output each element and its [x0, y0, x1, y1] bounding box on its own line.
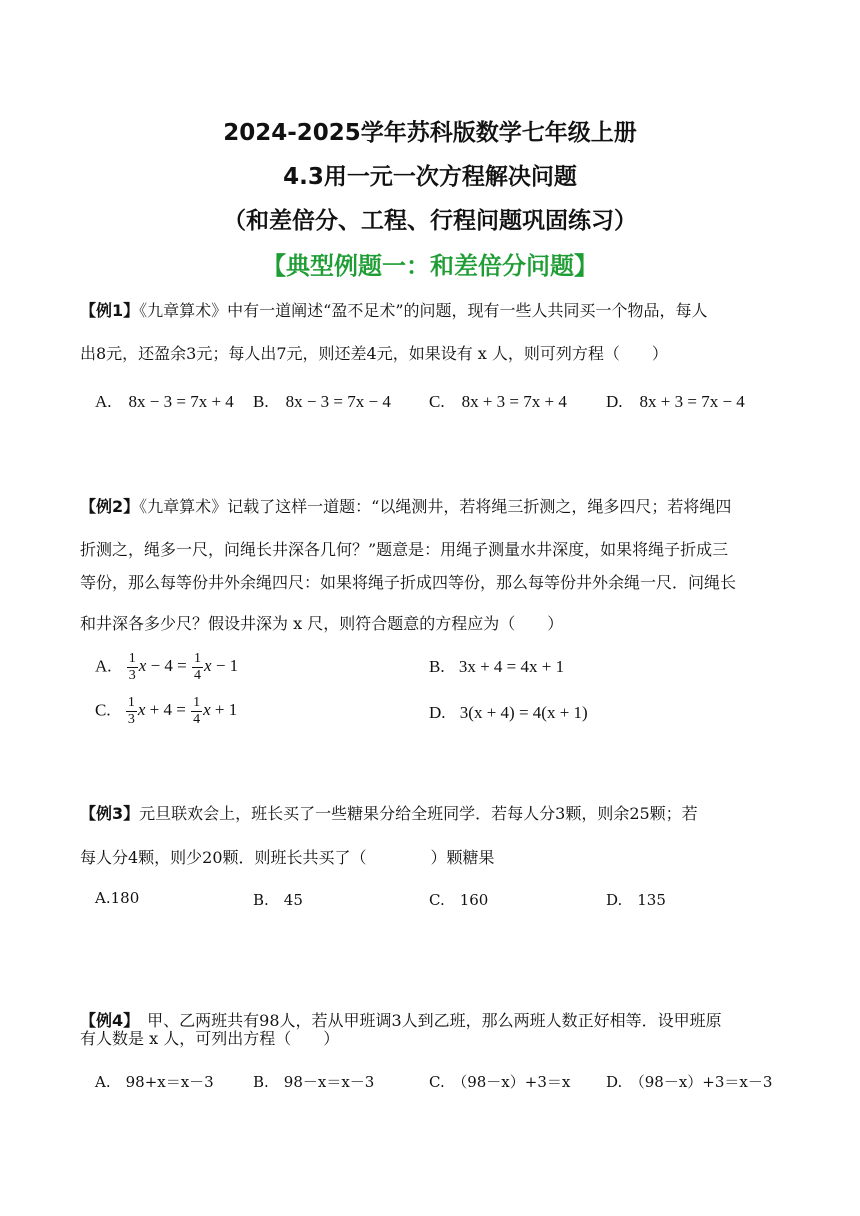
example-4-option-c: C. （98－x）+3＝x: [429, 1073, 571, 1091]
example-2-option-a: [95, 652, 238, 683]
example-2-option-b: [429, 657, 564, 677]
section-heading: 【典型例题一：和差倍分问题】: [262, 252, 598, 280]
doc-title: 2024-2025学年苏科版数学七年级上册: [223, 120, 637, 146]
example-4-text-1: 甲、乙两班共有98人，若从甲班调3人到乙班，那么两班人数正好相等．设甲班原: [131, 1011, 722, 1030]
example-2-option-d-letter: D.: [429, 703, 446, 722]
example-3-line-1: [80, 801, 698, 824]
example-2-label: 【例2】: [80, 497, 140, 516]
example-4-line-2: 有人数是 x 人，可列出方程（ ）: [80, 1029, 340, 1048]
doc-subtitle: 4.3用一元一次方程解决问题: [283, 164, 577, 190]
example-1-option-b: B. 8x − 3 = 7x − 4: [253, 392, 391, 411]
example-2-option-b-formula: 3x + 4 = 4x + 1: [458, 657, 565, 676]
example-1-option-a: A. 8x − 3 = 7x + 4: [95, 392, 234, 411]
example-1-label: 【例1】: [80, 301, 140, 320]
example-4-option-a: A. 98+x＝x－3: [95, 1073, 214, 1091]
example-3-option-a: A.180: [95, 889, 140, 907]
doc-topic: （和差倍分、工程、行程问题巩固练习）: [223, 208, 637, 234]
example-2-option-a-letter: A.: [95, 656, 112, 676]
example-3-option-b: B. 45: [253, 891, 303, 909]
example-3-text-1: 元旦联欢会上，班长买了一些糖果分给全班同学．若每人分3颗，则余25颗；若: [139, 804, 698, 823]
example-4-option-d: D. （98－x）+3＝x－3: [606, 1073, 773, 1091]
example-4-label: 【例4】: [80, 1011, 132, 1030]
example-1-option-d: D. 8x + 3 = 7x − 4: [606, 392, 745, 411]
example-1-option-c: C. 8x + 3 = 7x + 4: [429, 392, 567, 411]
example-2-line-3: 等份，那么每等份井外余绳四尺：如果将绳子折成四等份，那么每等份井外余绳一尺．问绳长: [80, 573, 737, 592]
fraction-one-third: $\frac{1}{3}$ x − 4 = $\frac{1}{4}$ x − 1: [128, 651, 239, 683]
example-3-option-c: C. 160: [429, 891, 489, 909]
example-3-label: 【例3】: [80, 804, 140, 823]
example-2-option-c-letter: C.: [95, 700, 111, 720]
example-1-line-2: 出8元，还盈余3元；每人出7元，则还差4元，如果设有 x 人，则可列方程（ ）: [80, 344, 668, 363]
example-3-line-2: 每人分4颗，则少20颗．则班长共买了（ ）颗糖果: [80, 848, 495, 867]
example-1-text-1: 《九章算术》中有一道阐述“盈不足术”的问题，现有一些人共同买一个物品，每人: [139, 301, 708, 320]
example-2-option-d: [429, 703, 588, 723]
example-2-line-2: 折测之，绳多一尺，问绳长井深各几何？”题意是：用绳子测量水井深度，如果将绳子折成三: [80, 540, 729, 559]
example-2-line-1: [80, 494, 731, 517]
example-2-text-1: 《九章算术》记载了这样一道题：“以绳测井，若将绳三折测之，绳多四尺；若将绳四: [139, 497, 732, 516]
fraction-formula-c: $\frac{1}{3}$ x + 4 = $\frac{1}{4}$ x + 1: [127, 695, 238, 727]
example-2-line-4: 和井深各多少尺？假设井深为 x 尺，则符合题意的方程应为（ ）: [80, 614, 564, 633]
example-2-option-b-letter: B.: [429, 657, 445, 676]
example-2-option-c: [95, 696, 237, 727]
example-3-option-d: D. 135: [606, 891, 666, 909]
example-1-line-1: [80, 298, 708, 321]
example-4-option-b: B. 98－x＝x－3: [253, 1073, 375, 1091]
example-2-option-d-formula: 3(x + 4) = 4(x + 1): [459, 703, 588, 722]
